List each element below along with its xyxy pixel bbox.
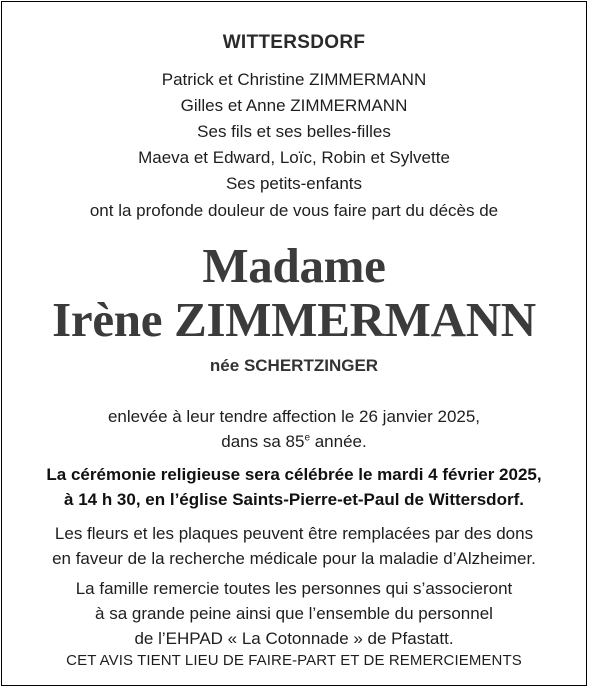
family-line: Gilles et Anne ZIMMERMANN: [180, 96, 408, 115]
thanks-line: La famille remercie toutes les personnes qui s’associeront: [75, 579, 513, 598]
death-date-line: enlevée à leur tendre affection le 26 janvier 2025,: [107, 407, 481, 426]
family-list: [2, 67, 586, 197]
deceased-name-block: [2, 239, 586, 347]
deceased-name: Irène ZIMMERMANN: [52, 292, 536, 347]
family-line: Maeva et Edward, Loïc, Robin et Sylvette: [138, 148, 450, 167]
family-line: Patrick et Christine ZIMMERMANN: [161, 70, 427, 89]
thanks-note: [2, 576, 586, 651]
ceremony-line: à 14 h 30, en l’église Saints-Pierre-et-Paul de Wittersdorf.: [64, 490, 524, 509]
town-heading: WITTERSDORF: [222, 32, 366, 53]
family-line: Ses fils et ses belles-filles: [197, 122, 391, 141]
age-suffix: année.: [310, 432, 367, 451]
announcement-intro: ont la profonde douleur de vous faire part du décès de: [89, 201, 499, 220]
ceremony-line: La cérémonie religieuse sera célébrée le mardi 4 février 2025,: [46, 465, 542, 484]
age-text: dans sa 85: [221, 432, 305, 451]
donation-note: [2, 521, 586, 571]
donation-line: en faveur de la recherche médicale pour la maladie d’Alzheimer.: [52, 549, 536, 568]
family-line: Ses petits-enfants: [225, 174, 363, 193]
ceremony-details: [2, 462, 586, 512]
thanks-line: à sa grande peine ainsi que l’ensemble du personnel: [95, 604, 493, 623]
obituary-notice: [1, 1, 587, 686]
age-ordinal: e: [304, 432, 310, 444]
age-line: [2, 429, 586, 454]
death-statement: [2, 404, 586, 454]
deceased-title: Madame: [202, 238, 386, 293]
closing-notice: CET AVIS TIENT LIEU DE FAIRE-PART ET DE REMERCIEMENTS: [66, 652, 522, 669]
thanks-line: de l’EHPAD « La Cotonnade » de Pfastatt.: [134, 629, 454, 648]
maiden-name: née SCHERTZINGER: [209, 356, 379, 375]
donation-line: Les fleurs et les plaques peuvent être remplacées par des dons: [54, 524, 534, 543]
